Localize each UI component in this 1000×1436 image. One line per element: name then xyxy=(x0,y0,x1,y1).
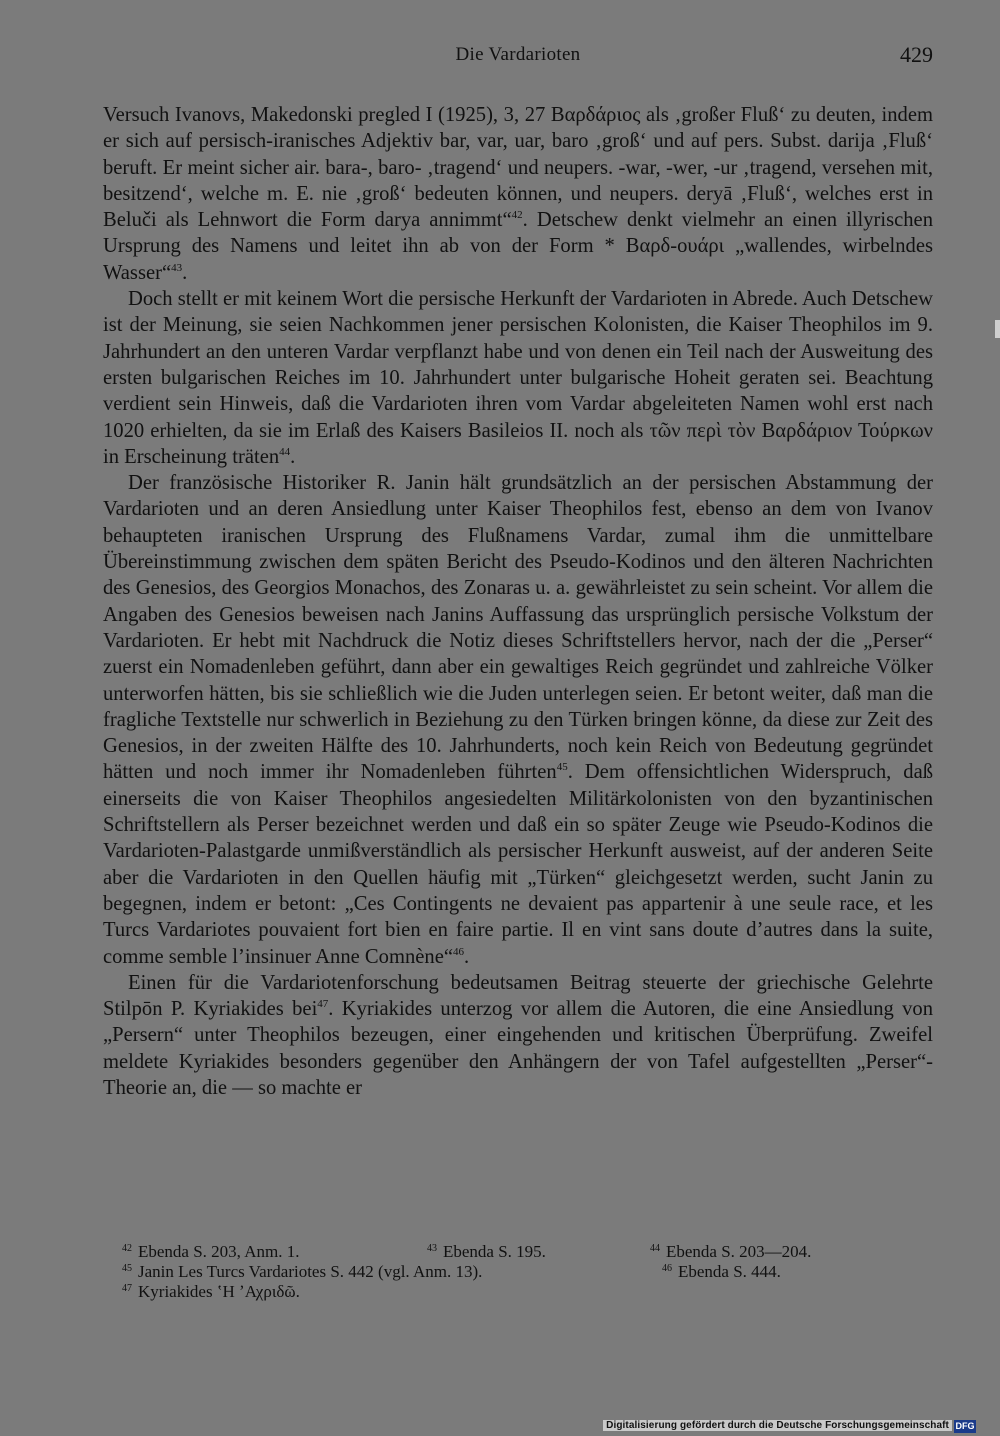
footnote-text: Janin Les Turcs Vardariotes S. 442 (vgl. Anm. 13). xyxy=(138,1262,483,1281)
footnote-row xyxy=(122,1242,882,1262)
paragraph-text: . xyxy=(182,261,188,284)
paragraph-text: . xyxy=(290,445,296,468)
footnote-ref: 47 xyxy=(317,998,329,1011)
footnote-text: Ebenda S. 195. xyxy=(443,1242,546,1261)
paragraph-text: . xyxy=(464,945,470,968)
footnote-text: Ebenda S. 203, Anm. 1. xyxy=(138,1242,300,1261)
footnote-ref: 44 xyxy=(279,445,291,458)
footnote-number: 45 xyxy=(122,1263,132,1274)
dfg-logo-icon[interactable]: DFG xyxy=(955,1421,975,1431)
footnotes xyxy=(122,1242,882,1302)
footnote-number: 46 xyxy=(662,1263,672,1274)
footnote-ref: 42 xyxy=(511,209,523,222)
footnote-number: 42 xyxy=(122,1243,132,1254)
footnote-ref: 43 xyxy=(171,261,183,274)
paragraph-text: Doch stellt er mit keinem Wort die persische Herkunft der Vardarioten in Abrede. Auch Detschew ist der Meinung, sie seien Nachkommen jener persischen Kolonisten, die Kaiser Theophilos im 9. Jahrhundert an den unteren Vardar verpflanzt habe und von denen ein Teil nach der Ausweitung des ersten bulgarischen Reiches im 10. Jahrhundert unter bulgarische Hoheit geraten sei. Beachtung verdient sein Hinweis, daß die Vardarioten ihren vom Vardar abgeleiteten Namen wohl erst nach 1020 erhielten, da sie im Erlaß des Kaisers Basileios II. noch als τῶν περὶ τὸν Βαρδάριον Τούρκων in Erscheinung träten xyxy=(103,288,933,468)
footer-bar xyxy=(606,1420,976,1433)
footnote xyxy=(122,1242,300,1262)
footnote-ref: 45 xyxy=(556,761,568,774)
paragraph xyxy=(103,286,933,470)
paragraph xyxy=(103,102,933,286)
footnote-number: 47 xyxy=(122,1283,132,1294)
paragraph-text: . Kyriakides unterzog vor allem die Autoren, die eine Ansiedlung von „Persern“ unter Theophilos bezeugen, einer eingehenden und kritischen Überprüfung. Zweifel meldete Kyriakides besonders gegenüber den Anhängern der von Tafel aufgestellten „Perser“-Theorie an, die — so machte er xyxy=(103,998,933,1099)
running-title: Die Vardarioten xyxy=(455,44,581,65)
paragraph-text: . Dem offensichtlichen Widerspruch, daß einerseits die von Kaiser Theophilos angesiedelten Militärkolonisten von den byzantinischen Schriftstellern als Perser bezeichnet werden und daß ein so später Zeuge wie Pseudo-Kodinos die Vardarioten-Palastgarde unmißverständlich als persischer Herkunft ausweist, auf der anderen Seite aber die Vardarioten in den Quellen häufig mit „Türken“ gleichgesetzt werden, sucht Janin zu begegnen, indem er betont: „Ces Contingents ne devaient pas appartenir à une seule race, et les Turcs Vardariotes pouvaient fort bien en faire partie. Il en vint sans doute d’autres dans la suite, comme semble l’insinuer Anne Comnène“ xyxy=(103,761,934,968)
footnote-number: 43 xyxy=(427,1243,437,1254)
paragraph-text: Versuch Ivanovs, Makedonski pregled I (1925), 3, 27 Βαρδάριος als ‚großer Fluß‘ zu deuten, indem er sich auf persisch-iranisches Adjektiv bar, var, uar, baro ‚groß‘ und auf pers. Subst. darija ‚Fluß‘ beruft. Er meint sicher air. bara-, baro- ‚tragend‘ und neupers. -war, -wer, -ur ‚tragend, versehen mit, besitzend‘, welche m. E. nie ‚groß‘ bedeuten können, und neupers. deryā ‚Fluß‘, welches erst in Beluči als Lehnwort die Form darya annimmt“ xyxy=(103,104,933,232)
footnote xyxy=(427,1242,546,1262)
paragraph xyxy=(103,470,933,970)
footnote-text: Ebenda S. 444. xyxy=(678,1262,781,1281)
scan-edge-mark xyxy=(995,320,1000,338)
paragraph xyxy=(103,970,933,1101)
paragraph-text: . Detschew denkt vielmehr an einen illyrischen Ursprung des Namens und leitet ihn ab von der Form * Βαρδ-ουάρι „wallendes, wirbelndes Wasser“ xyxy=(103,209,933,284)
footnote-ref: 46 xyxy=(453,945,465,958)
footnote-row xyxy=(122,1282,882,1302)
footnote xyxy=(122,1262,482,1282)
page-number: 429 xyxy=(900,42,933,67)
body-text xyxy=(103,102,933,1101)
footnote-number: 44 xyxy=(650,1243,660,1254)
footnote xyxy=(662,1262,781,1282)
paragraph-text: Einen für die Vardariotenforschung bedeutsamen Beitrag steuerte der griechische Gelehrte Stilpōn P. Kyriakides bei xyxy=(103,971,933,1021)
footer-credit[interactable]: Digitalisierung gefördert durch die Deutsche Forschungsgemeinschaft xyxy=(603,1420,952,1431)
footnote xyxy=(650,1242,811,1262)
footnote xyxy=(122,1282,300,1302)
footnote-text: Ebenda S. 203—204. xyxy=(666,1242,812,1261)
paragraph-text: Der französische Historiker R. Janin hält grundsätzlich an der persischen Abstammung der Vardarioten und an deren Ansiedlung unter Kaiser Theophilos fest, ebenso an dem von Ivanov behaupteten iranischen Ursprung des Flußnamens Vardar, zumal ihm die unmittelbare Übereinstimmung zwischen dem späten Bericht des Pseudo-Kodinos und den älteren Nachrichten des Genesios, des Georgios Monachos, des Zonaras u. a. gewährleistet zu sein scheint. Vor allem die Angaben des Genesios beweisen nach Janins Auffassung das ursprünglich persische Volkstum der Vardarioten. Er hebt mit Nachdruck die Notiz dieses Schriftstellers hervor, nach der die „Perser“ zuerst ein Nomadenleben geführt, dann aber ein gewaltiges Reich gegründet und zahlreiche Völker unterworfen hätten, bis sie schließlich wie die Juden unterlegen seien. Er betont weiter, daß man die fragliche Textstelle nur schwerlich in Beziehung zu den Türken bringen könne, da diese zur Zeit des Genesios, in der zweiten Hälfte des 10. Jahrhunderts, noch kein Reich von Bedeutung gegründet hätten und noch immer ihr Nomadenleben führten xyxy=(103,472,933,784)
footnote-text: Kyriakides ʽΗ ʼΑχριδῶ. xyxy=(138,1282,300,1301)
footnote-row xyxy=(122,1262,882,1282)
page-header xyxy=(103,44,933,74)
